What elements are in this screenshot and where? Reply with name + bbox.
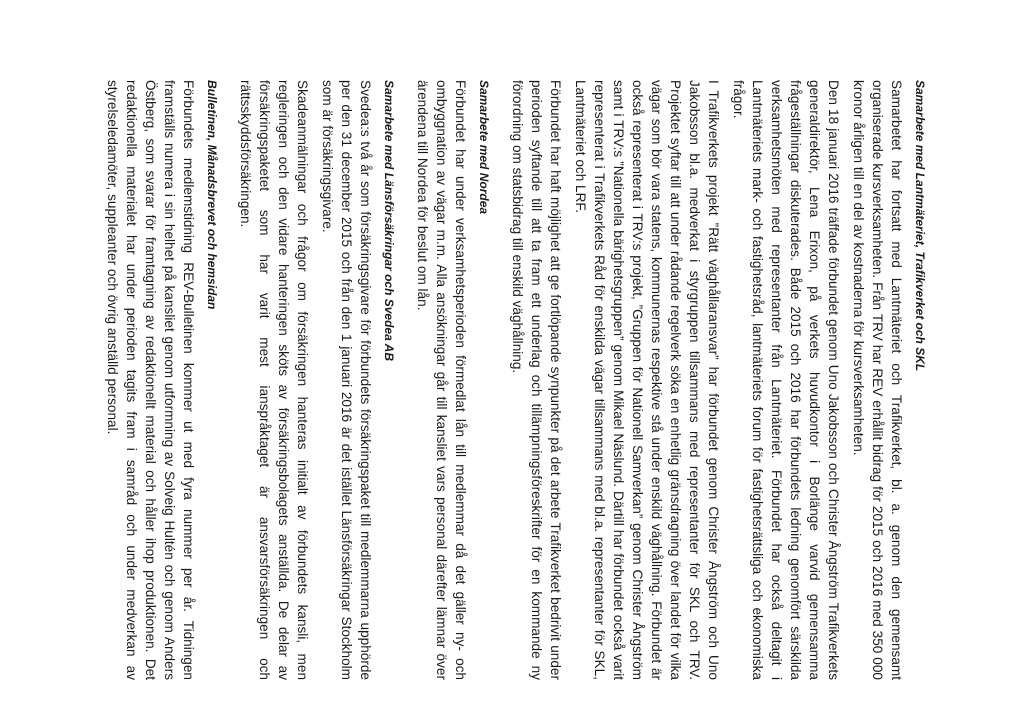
paragraph: Den 18 januari 2016 träffade förbundet genom Uno Jakobsson och Christer Ångström Trafikverkets generaldirektör, Lena Erixon, på verkets huvudkontor i Borlänge varvid gemensamma frågeställningar diskuterades. Både 2015 och 2016 har förbundets ledning genomfört särskilda verksamhetsmöten med representanter från Lantmäteriet. Förbundet har också deltagit i Lantmäteriets mark- och fastighetsråd, lantmäteriets forum för fastighetsrättsliga och ekonomiska frågor. [731, 80, 841, 680]
paragraph: Förbundet har under verksamhetsperioden förmedlat lån till medlemmar då det gäller ny- och ombyggnation av vägar m.m. Alla ansökningar går till kansliet vars personal därefter lämnar över ärendena till Nordea för beslut om lån. [415, 80, 468, 680]
paragraph: I Trafikverkets projekt ”Rätt väghållaransvar” har förbundet genom Christer Ångström och Uno Jakobsson bl.a. medverkat i styrgruppen tillsammans med representanter för SKL och TRV. Projektet syftar till att under rådande regelverk söka en enhetlig gränsdragning över landet för vilka vägar som bör vara statens, kommunernas respektive stå under enskild väghållning. Förbundet är också representerat i TRV:s projekt, ”Gruppen för Nationell Samverkan” genom Christer Ångström samt i TRV:s ”Nationella bärighetsgruppen” genom Mikael Näslund. Därtill har förbundet också varit representerat i Trafikverkets Råd för enskilda vägar tillsammans med bl.a. representanter för SKL, Lantmäteriet och LRF. [573, 80, 721, 680]
section-heading: Samarbete med Länsförsäkringar och Svedea AB [382, 80, 396, 361]
paragraph: Förbundet har haft möjlighet att ge fortlöpande synpunkter på det arbete Trafikverket bedrivit under perioden syftande till att ta fram ett underlag och tillämpningsföreskrifter för en kommande ny förordning om statsbidrag till enskild väghållning. [510, 80, 563, 680]
section-heading: Samarbete med Lantmäteriet, Trafikverket och SKL [913, 80, 927, 372]
paragraph: Samarbetet har fortsatt med Lantmäteriet och Trafikverket, bl. a. genom den gemensamt organiserade kursverksamheten. Från TRV har REV erhållit bidrag för 2015 och 2016 med 350 000 kronor årligen till en del av kostnaderna för kursverksamheten. [851, 80, 904, 680]
section-nordea [413, 80, 492, 680]
paragraph: Förbundets medlemstidning REV-Bulletinen kommer ut med fyra nummer per år. Tidningen framställs numera i sin helhet på kansliet genom utformning av Solveig Hultén och genom Anders Östberg, som svarar för framtagning av redaktionellt material och håller ihop produktionen. Det redaktionella materialet har under perioden tagits fram i samråd och under medverkan av styrelseledamöter, suppleanter och övrig anställd personal. [105, 80, 196, 680]
paragraph: Skadeanmälningar och frågor om försäkringen hanteras initialt av förbundets kansli, men regleringen och den vidare hanteringen sköts av försäkringsbolagets anställda. De delar av försäkringspaketet som har varit mest ianspråktaget är ansvarsförsäkringen och rättsskyddsförsäkringen. [238, 80, 310, 680]
paragraph: Svedea:s två år som försäkringsgivare för förbundets försäkringspaket till medlemmarna upphörde per den 31 december 2015 och från den 1 januari 2016 är det istället Länsförsäkringar Stockholm som är försäkringsgivare. [320, 80, 373, 680]
section-lantmateriet [508, 80, 928, 680]
section-heading: Bulletinen, Månadsbrevet och hemsidan [205, 80, 219, 310]
section-heading: Samarbete med Nordea [477, 80, 491, 215]
section-bulletinen [103, 80, 220, 680]
document-body [87, 80, 928, 680]
section-lansforsakringar [236, 80, 397, 680]
